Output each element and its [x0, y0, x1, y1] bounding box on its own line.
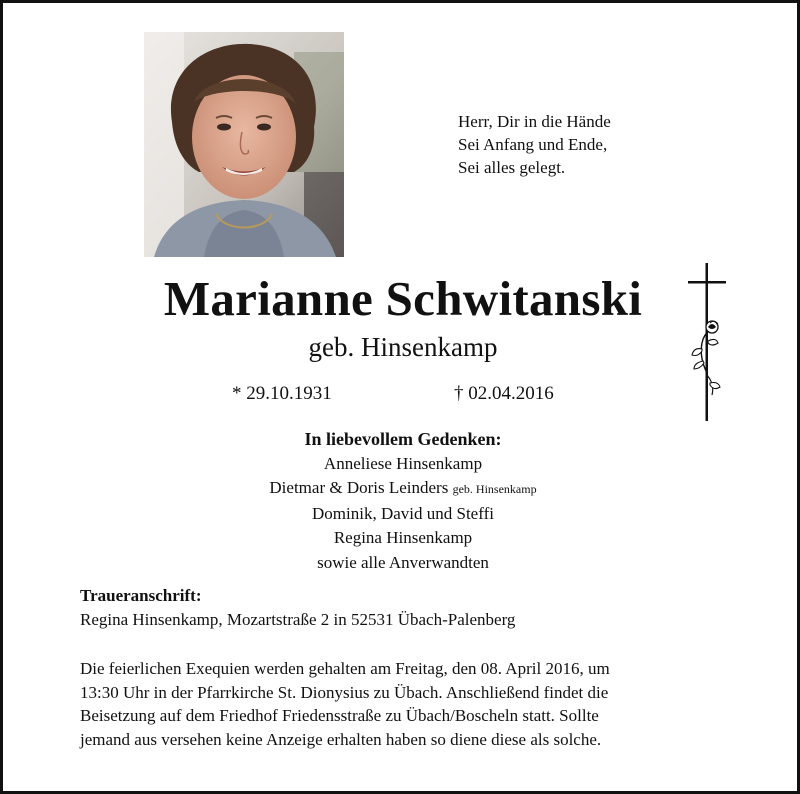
- mourner-line: Anneliese Hinsenkamp: [323, 453, 483, 473]
- notice-line: Beisetzung auf dem Friedhof Friedensstraße zu Übach/Boscheln statt. Sollte: [80, 706, 599, 725]
- death-date: † 02.04.2016: [454, 383, 554, 404]
- mourners-list: [3, 427, 800, 575]
- mourner-maiden-note: geb. Hinsenkamp: [452, 482, 537, 496]
- mourners-heading: In liebevollem Gedenken:: [304, 429, 502, 449]
- maiden-name: geb. Hinsenkamp: [308, 332, 498, 362]
- address-heading: Traueranschrift:: [80, 586, 202, 605]
- verse-line: Sei Anfang und Ende,: [458, 135, 608, 154]
- deceased-name: Marianne Schwitanski: [163, 271, 643, 326]
- verse-line: Sei alles gelegt.: [458, 158, 566, 177]
- notice-line: jemand aus versehen keine Anzeige erhalten haben so diene diese als solche.: [80, 729, 602, 749]
- portrait-photo: [144, 32, 344, 257]
- mourner-line: Regina Hinsenkamp: [333, 528, 473, 547]
- bible-verse: [458, 110, 611, 179]
- mourner-line: Dominik, David und Steffi: [312, 503, 494, 523]
- notice-line: 13:30 Uhr in der Pfarrkirche St. Dionysius zu Übach. Anschließend findet die: [80, 682, 609, 702]
- mourner-line: [3, 476, 800, 502]
- notice-line: Die feierlichen Exequien werden gehalten am Freitag, den 08. April 2016, um: [80, 659, 610, 678]
- mourner-line: sowie alle Anverwandten: [317, 552, 489, 572]
- verse-line: Herr, Dir in die Hände: [458, 112, 611, 131]
- mourner-name: Dietmar & Doris Leinders: [269, 478, 449, 497]
- funeral-notice: [80, 657, 610, 751]
- cross-with-rose-icon: [688, 263, 728, 423]
- address-text: Regina Hinsenkamp, Mozartstraße 2 in 52531 Übach-Palenberg: [80, 610, 516, 629]
- birth-date: * 29.10.1931: [232, 383, 332, 404]
